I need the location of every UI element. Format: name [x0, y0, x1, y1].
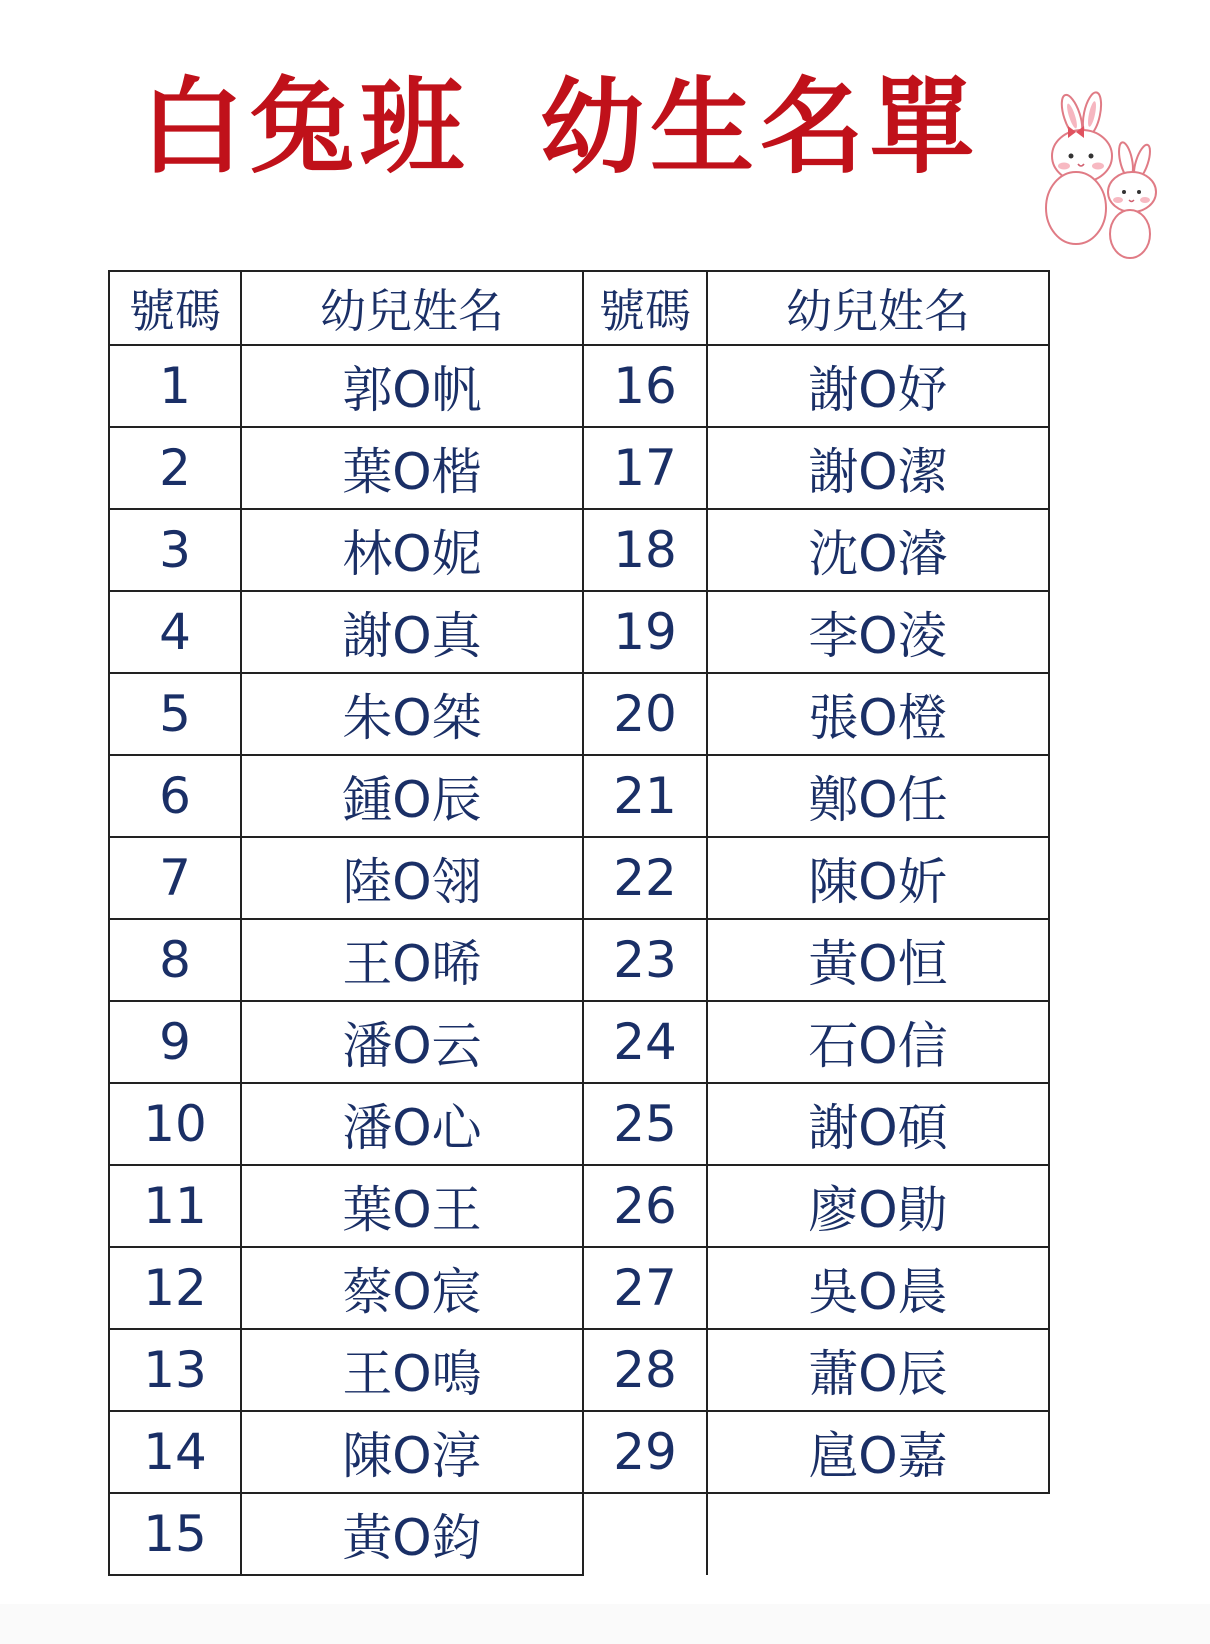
student-name-cell: 陳O妡: [707, 837, 1049, 919]
student-name-cell: 朱O桀: [241, 673, 583, 755]
student-number-cell: 16: [583, 345, 707, 427]
table-row: [109, 427, 1049, 509]
student-name-cell: 扈O嘉: [707, 1411, 1049, 1493]
student-number-cell: 12: [109, 1247, 241, 1329]
student-name-cell: 蕭O辰: [707, 1329, 1049, 1411]
student-name-cell: 廖O勛: [707, 1165, 1049, 1247]
student-name-cell: 謝O妤: [707, 345, 1049, 427]
table-row: [109, 509, 1049, 591]
student-name-cell: 王O晞: [241, 919, 583, 1001]
header-name-right: 幼兒姓名: [707, 271, 1049, 345]
student-number-cell: 28: [583, 1329, 707, 1411]
student-name-cell: 郭O帆: [241, 345, 583, 427]
student-number-cell: 25: [583, 1083, 707, 1165]
student-number-cell: 18: [583, 509, 707, 591]
list-title: 幼生名單: [540, 66, 981, 188]
student-number-cell: 1: [109, 345, 241, 427]
student-name-cell: 林O妮: [241, 509, 583, 591]
student-name-cell: 潘O心: [241, 1083, 583, 1165]
header-number-right: 號碼: [583, 271, 707, 345]
table-row: [109, 1083, 1049, 1165]
student-name-cell: 黃O鈞: [241, 1493, 583, 1575]
student-number-cell: 23: [583, 919, 707, 1001]
student-name-cell: 吳O晨: [707, 1247, 1049, 1329]
student-name-cell: 葉O王: [241, 1165, 583, 1247]
student-number-cell: 13: [109, 1329, 241, 1411]
student-name-cell: 葉O楷: [241, 427, 583, 509]
student-name-cell: 蔡O宸: [241, 1247, 583, 1329]
student-name-cell: 石O信: [707, 1001, 1049, 1083]
table-row: [109, 919, 1049, 1001]
table-row: [109, 591, 1049, 673]
header-name-left: 幼兒姓名: [241, 271, 583, 345]
student-number-cell: 21: [583, 755, 707, 837]
student-number-cell: 11: [109, 1165, 241, 1247]
student-name-cell: 謝O真: [241, 591, 583, 673]
student-number-cell: 27: [583, 1247, 707, 1329]
table-row: [109, 755, 1049, 837]
student-name-cell: 潘O云: [241, 1001, 583, 1083]
student-name-cell: 王O鳴: [241, 1329, 583, 1411]
student-number-cell: 22: [583, 837, 707, 919]
empty-cell: [583, 1493, 707, 1575]
student-name-cell: 陸O翎: [241, 837, 583, 919]
student-number-cell: 6: [109, 755, 241, 837]
empty-cell: [707, 1493, 1049, 1575]
student-number-cell: 4: [109, 591, 241, 673]
class-name: 白兔班: [140, 66, 471, 188]
student-number-cell: 26: [583, 1165, 707, 1247]
header-row: [109, 271, 1049, 345]
student-number-cell: 7: [109, 837, 241, 919]
student-name-cell: 李O淩: [707, 591, 1049, 673]
student-number-cell: 2: [109, 427, 241, 509]
table-row: [109, 1001, 1049, 1083]
page-title: [140, 62, 980, 192]
student-number-cell: 5: [109, 673, 241, 755]
student-number-cell: 9: [109, 1001, 241, 1083]
header-number-left: 號碼: [109, 271, 241, 345]
student-name-cell: 謝O碩: [707, 1083, 1049, 1165]
student-name-cell: 鄭O任: [707, 755, 1049, 837]
student-name-cell: 陳O淳: [241, 1411, 583, 1493]
student-name-cell: 張O橙: [707, 673, 1049, 755]
table-row: [109, 1411, 1049, 1493]
student-number-cell: 8: [109, 919, 241, 1001]
table-row: [109, 1493, 1049, 1575]
table-row: [109, 1329, 1049, 1411]
student-number-cell: 29: [583, 1411, 707, 1493]
student-number-cell: 15: [109, 1493, 241, 1575]
student-number-cell: 17: [583, 427, 707, 509]
student-number-cell: 20: [583, 673, 707, 755]
student-number-cell: 24: [583, 1001, 707, 1083]
student-name-cell: 沈O濬: [707, 509, 1049, 591]
table-row: [109, 1247, 1049, 1329]
table-row: [109, 673, 1049, 755]
student-name-cell: 謝O潔: [707, 427, 1049, 509]
student-number-cell: 10: [109, 1083, 241, 1165]
table-row: [109, 837, 1049, 919]
student-number-cell: 14: [109, 1411, 241, 1493]
student-name-cell: 黃O恒: [707, 919, 1049, 1001]
roster-table: [108, 270, 1050, 1576]
roster-body: [109, 271, 1049, 1575]
student-name-cell: 鍾O辰: [241, 755, 583, 837]
student-number-cell: 19: [583, 591, 707, 673]
table-row: [109, 1165, 1049, 1247]
student-number-cell: 3: [109, 509, 241, 591]
table-row: [109, 345, 1049, 427]
page-bottom-edge: [0, 1604, 1210, 1644]
bunnies-illustration-icon: [1040, 88, 1160, 263]
